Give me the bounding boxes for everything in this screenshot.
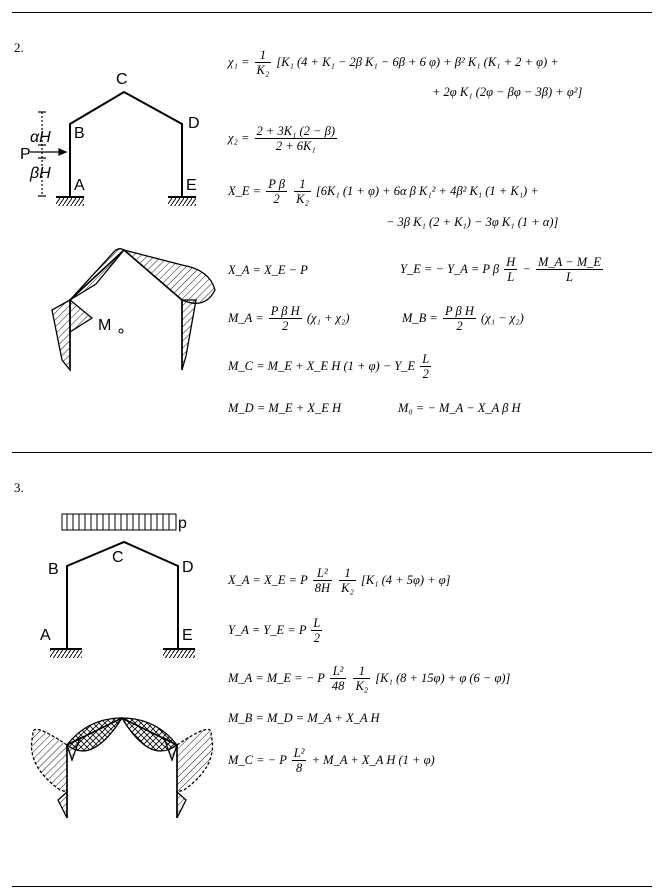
eq-xe: X_E = $\frac{\text{P β}}{2}$ $\frac{1}{\text{K₂}}$ [6K₁ (1 + φ) + 6α β K₁² + 4β² K₁ (1 + K₁) +: [228, 177, 539, 207]
support-e-3: [163, 650, 195, 658]
label-alpha-h: αH: [30, 129, 51, 146]
eq-xe-cont: − 3β K₁ (2 + K₁) − 3φ K₁ (1 + α)]: [386, 215, 559, 229]
label-b-3: B: [48, 561, 59, 578]
eq-ma: M_A = $\frac{\text{P β H}}{2}$ (χ₁ + χ₂): [228, 304, 350, 334]
label-e-3: E: [182, 627, 193, 644]
eq-chi2: χ₂ = $\frac{\text{2 + 3K₁ (2 − β)}}{\text{2 + 6K₁}}$: [228, 124, 336, 154]
eq-mc: M_C = M_E + X_E H (1 + φ) − Y_E $\frac{L}{2}$: [228, 352, 430, 382]
load-arrow-p: [30, 112, 66, 196]
eq3-ma: M_A = M_E = − P $\frac{\text{L²}}{48}$ $\frac{1}{\text{K₂}}$ [K₁ (8 + 15φ) + φ (6 − φ)]: [228, 664, 511, 694]
frame-2: [70, 92, 182, 196]
label-b: B: [74, 125, 85, 142]
label-a-3: A: [40, 627, 51, 644]
support-a: [56, 198, 84, 206]
eq3-xa: X_A = X_E = P $\frac{\text{L²}}{8H}$ $\frac{1}{\text{K₂}}$ [K₁ (4 + 5φ) + φ]: [228, 566, 451, 596]
section-3-number: 3.: [14, 480, 24, 495]
label-p-3: p: [178, 515, 187, 532]
label-d: D: [188, 115, 200, 132]
eq3-mc: M_C = − P $\frac{\text{L²}}{8}$ + M_A + X_A H (1 + φ): [228, 746, 435, 776]
label-c: C: [116, 71, 128, 88]
support-e: [168, 198, 196, 206]
eq-chi1-cont: + 2φ K₁ (2φ − βφ − 3β) + φ²]: [432, 85, 583, 99]
label-a: A: [74, 177, 85, 194]
label-p: P: [20, 146, 31, 163]
eq-ye: Y_E = − Y_A = P β $\frac{H}{L}$ − $\frac{M\_A - M\_E}{L}$: [400, 255, 602, 285]
label-m0: M: [98, 317, 112, 334]
eq3-mb: M_B = M_D = M_A + X_A H: [228, 711, 380, 725]
frame-3-labels: [40, 515, 194, 644]
eq-xa: X_A = X_E − P: [228, 263, 308, 277]
moment-diagram-3: [32, 718, 213, 818]
eq-mb: M_B = $\frac{\text{P β H}}{2}$ (χ₁ − χ₂): [402, 304, 524, 334]
eq3-ya: Y_A = Y_E = P $\frac{L}{2}$: [228, 616, 321, 646]
section-2-number: 2.: [14, 40, 24, 55]
moment-diagram-2: [52, 249, 215, 370]
distributed-load-p: [62, 514, 176, 530]
label-d-3: D: [182, 559, 194, 576]
label-c-3: C: [112, 549, 124, 566]
label-beta-h: βH: [30, 165, 51, 182]
support-a-3: [50, 650, 82, 658]
eq-m0: M₀ = − M_A − X_A β H: [398, 401, 521, 415]
label-e: E: [186, 177, 197, 194]
frame-2-labels: [20, 71, 200, 194]
eq-chi1: χ₁ = $\frac{1}{\text{K₂}}$ [K₁ (4 + K₁ − 2β K₁ − 6β + 6 φ) + β² K₁ (K₁ + 2 + φ) +: [228, 48, 559, 78]
eq-md: M_D = M_E + X_E H: [228, 401, 342, 415]
